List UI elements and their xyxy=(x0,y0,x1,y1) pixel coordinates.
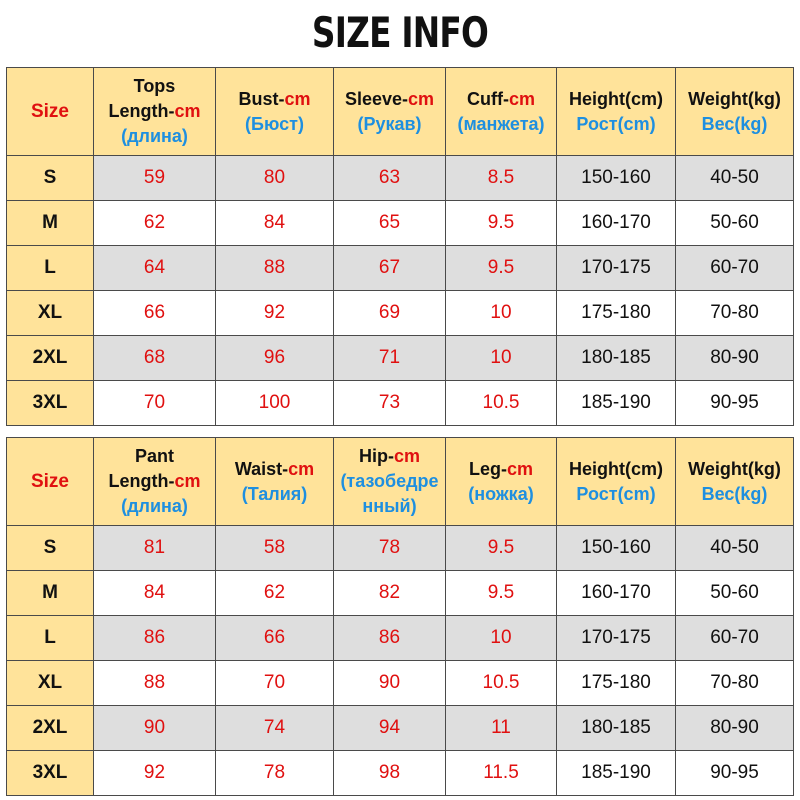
table-cell: 69 xyxy=(334,291,446,336)
table-cell: 70-80 xyxy=(676,291,794,336)
table-cell: 175-180 xyxy=(557,291,676,336)
table-cell: 40-50 xyxy=(676,156,794,201)
column-header xyxy=(334,438,446,526)
table-cell: 40-50 xyxy=(676,526,794,571)
table-cell: 70 xyxy=(94,381,216,426)
table-cell: 67 xyxy=(334,246,446,291)
header-line xyxy=(216,457,333,482)
header-text: Leg- xyxy=(468,458,507,479)
table-cell: 180-185 xyxy=(557,706,676,751)
column-header xyxy=(216,68,334,156)
size-label: S xyxy=(7,156,94,201)
table-row xyxy=(7,526,794,571)
size-label: 3XL xyxy=(7,381,94,426)
header-text: cm xyxy=(393,446,420,466)
header-text: (Талия) xyxy=(241,483,308,504)
table-cell: 11.5 xyxy=(446,751,557,796)
table-cell: 60-70 xyxy=(676,246,794,291)
table-cell: 150-160 xyxy=(557,156,676,201)
table-cell: 180-185 xyxy=(557,336,676,381)
header-line xyxy=(7,469,93,494)
header-text: Height(cm) xyxy=(569,458,663,479)
table-cell: 50-60 xyxy=(676,571,794,616)
size-label: L xyxy=(7,616,94,661)
header-text: Size xyxy=(30,101,70,122)
header-line xyxy=(557,482,675,507)
table-cell: 175-180 xyxy=(557,661,676,706)
column-header xyxy=(7,68,94,156)
table-cell: 10 xyxy=(446,336,557,381)
table-row xyxy=(7,571,794,616)
header-text: cm xyxy=(508,88,535,109)
table-cell: 10 xyxy=(446,291,557,336)
table-cell: 90-95 xyxy=(676,381,794,426)
header-text: Pant xyxy=(134,446,174,466)
header-line xyxy=(557,457,675,482)
table-cell: 62 xyxy=(216,571,334,616)
header-line xyxy=(334,444,445,469)
header-text: (Бюст) xyxy=(245,113,304,134)
table-cell: 9.5 xyxy=(446,201,557,246)
table-cell: 10.5 xyxy=(446,661,557,706)
table-row xyxy=(7,616,794,661)
header-line xyxy=(676,87,793,112)
page-title: SIZE INFO xyxy=(311,8,489,57)
table-cell: 86 xyxy=(334,616,446,661)
table-cell: 10 xyxy=(446,616,557,661)
size-label: S xyxy=(7,526,94,571)
column-header xyxy=(94,68,216,156)
header-text: Hip- xyxy=(358,446,394,466)
table-cell: 86 xyxy=(94,616,216,661)
table-cell: 100 xyxy=(216,381,334,426)
header-text: Sleeve- xyxy=(344,88,409,109)
header-text: Рост(cm) xyxy=(576,483,656,504)
header-text: Рост(cm) xyxy=(576,113,656,134)
table-row xyxy=(7,246,794,291)
table-cell: 82 xyxy=(334,571,446,616)
table-cell: 90 xyxy=(94,706,216,751)
table-cell: 92 xyxy=(94,751,216,796)
table-cell: 63 xyxy=(334,156,446,201)
header-line xyxy=(446,457,556,482)
header-text: Вес(kg) xyxy=(701,483,768,504)
table-cell: 66 xyxy=(216,616,334,661)
table-cell: 80 xyxy=(216,156,334,201)
header-text: (ножка) xyxy=(468,483,534,504)
header-line xyxy=(94,469,215,494)
table-cell: 92 xyxy=(216,291,334,336)
header-line xyxy=(94,494,215,519)
table-cell: 10.5 xyxy=(446,381,557,426)
table-cell: 70 xyxy=(216,661,334,706)
header-line xyxy=(676,482,793,507)
header-text: Waist- xyxy=(234,458,289,479)
size-label: 3XL xyxy=(7,751,94,796)
header-text: Tops xyxy=(133,76,176,96)
table-row xyxy=(7,706,794,751)
header-text: cm xyxy=(284,88,311,109)
header-line xyxy=(334,112,445,137)
header-row xyxy=(7,438,794,526)
header-line xyxy=(334,494,445,519)
table-cell: 59 xyxy=(94,156,216,201)
header-text: Weight(kg) xyxy=(688,88,781,109)
table-cell: 9.5 xyxy=(446,246,557,291)
header-line xyxy=(94,124,215,149)
column-header xyxy=(557,68,676,156)
header-text: cm xyxy=(288,458,315,479)
table-cell: 160-170 xyxy=(557,571,676,616)
size-label: XL xyxy=(7,291,94,336)
table-row xyxy=(7,156,794,201)
size-label: M xyxy=(7,201,94,246)
table-cell: 60-70 xyxy=(676,616,794,661)
header-text: (длина) xyxy=(121,496,188,516)
header-text: cm xyxy=(174,101,201,121)
table-cell: 88 xyxy=(216,246,334,291)
table-cell: 66 xyxy=(94,291,216,336)
table-cell: 11 xyxy=(446,706,557,751)
header-text: Вес(kg) xyxy=(701,113,768,134)
table-cell: 73 xyxy=(334,381,446,426)
table-cell: 68 xyxy=(94,336,216,381)
table-cell: 84 xyxy=(216,201,334,246)
header-line xyxy=(216,87,333,112)
table-cell: 185-190 xyxy=(557,751,676,796)
header-line xyxy=(94,99,215,124)
table-cell: 9.5 xyxy=(446,571,557,616)
column-header xyxy=(446,68,557,156)
header-text: Cuff- xyxy=(467,88,509,109)
table-cell: 170-175 xyxy=(557,246,676,291)
table-row xyxy=(7,751,794,796)
table-cell: 150-160 xyxy=(557,526,676,571)
header-text: Height(cm) xyxy=(569,88,663,109)
table-row xyxy=(7,201,794,246)
header-text: Length- xyxy=(108,101,175,121)
table-cell: 78 xyxy=(334,526,446,571)
column-header xyxy=(676,438,794,526)
header-line xyxy=(216,482,333,507)
header-text: (Рукав) xyxy=(357,113,422,134)
size-label: XL xyxy=(7,661,94,706)
table-cell: 80-90 xyxy=(676,336,794,381)
column-header xyxy=(7,438,94,526)
table-cell: 70-80 xyxy=(676,661,794,706)
size-label: 2XL xyxy=(7,706,94,751)
table-cell: 80-90 xyxy=(676,706,794,751)
header-line xyxy=(334,469,445,494)
table-cell: 88 xyxy=(94,661,216,706)
header-line xyxy=(676,457,793,482)
header-text: cm xyxy=(408,88,435,109)
table-cell: 78 xyxy=(216,751,334,796)
column-header xyxy=(216,438,334,526)
table-row xyxy=(7,291,794,336)
header-line xyxy=(446,482,556,507)
table-row xyxy=(7,661,794,706)
column-header xyxy=(334,68,446,156)
header-text: (длина) xyxy=(121,126,188,146)
table-cell: 81 xyxy=(94,526,216,571)
table-cell: 90 xyxy=(334,661,446,706)
header-line xyxy=(557,87,675,112)
header-line xyxy=(446,112,556,137)
header-text: Length- xyxy=(108,471,175,491)
table-cell: 98 xyxy=(334,751,446,796)
column-header xyxy=(94,438,216,526)
header-line xyxy=(446,87,556,112)
header-line xyxy=(676,112,793,137)
table-cell: 71 xyxy=(334,336,446,381)
size-label: L xyxy=(7,246,94,291)
table-cell: 74 xyxy=(216,706,334,751)
column-header xyxy=(676,68,794,156)
header-text: Weight(kg) xyxy=(688,458,781,479)
header-text: Size xyxy=(30,471,70,492)
table-cell: 96 xyxy=(216,336,334,381)
header-text: (манжета) xyxy=(457,113,545,134)
table-cell: 160-170 xyxy=(557,201,676,246)
header-text: (тазобедре xyxy=(340,471,439,491)
table-cell: 50-60 xyxy=(676,201,794,246)
table-cell: 64 xyxy=(94,246,216,291)
header-line xyxy=(94,74,215,99)
size-label: 2XL xyxy=(7,336,94,381)
table-cell: 185-190 xyxy=(557,381,676,426)
table-cell: 84 xyxy=(94,571,216,616)
header-line xyxy=(216,112,333,137)
table-row xyxy=(7,336,794,381)
header-row xyxy=(7,68,794,156)
header-line xyxy=(334,87,445,112)
size-label: M xyxy=(7,571,94,616)
table-cell: 65 xyxy=(334,201,446,246)
header-line xyxy=(7,99,93,124)
header-line xyxy=(94,444,215,469)
column-header xyxy=(446,438,557,526)
column-header xyxy=(557,438,676,526)
table-cell: 58 xyxy=(216,526,334,571)
table-cell: 90-95 xyxy=(676,751,794,796)
header-text: cm xyxy=(506,458,533,479)
header-text: нный) xyxy=(362,496,417,516)
header-line xyxy=(557,112,675,137)
header-text: cm xyxy=(174,471,201,491)
pants-size-table xyxy=(6,437,794,796)
table-row xyxy=(7,381,794,426)
table-cell: 8.5 xyxy=(446,156,557,201)
table-cell: 9.5 xyxy=(446,526,557,571)
table-cell: 62 xyxy=(94,201,216,246)
table-cell: 94 xyxy=(334,706,446,751)
header-text: Bust- xyxy=(238,88,285,109)
table-cell: 170-175 xyxy=(557,616,676,661)
tops-size-table xyxy=(6,67,794,426)
